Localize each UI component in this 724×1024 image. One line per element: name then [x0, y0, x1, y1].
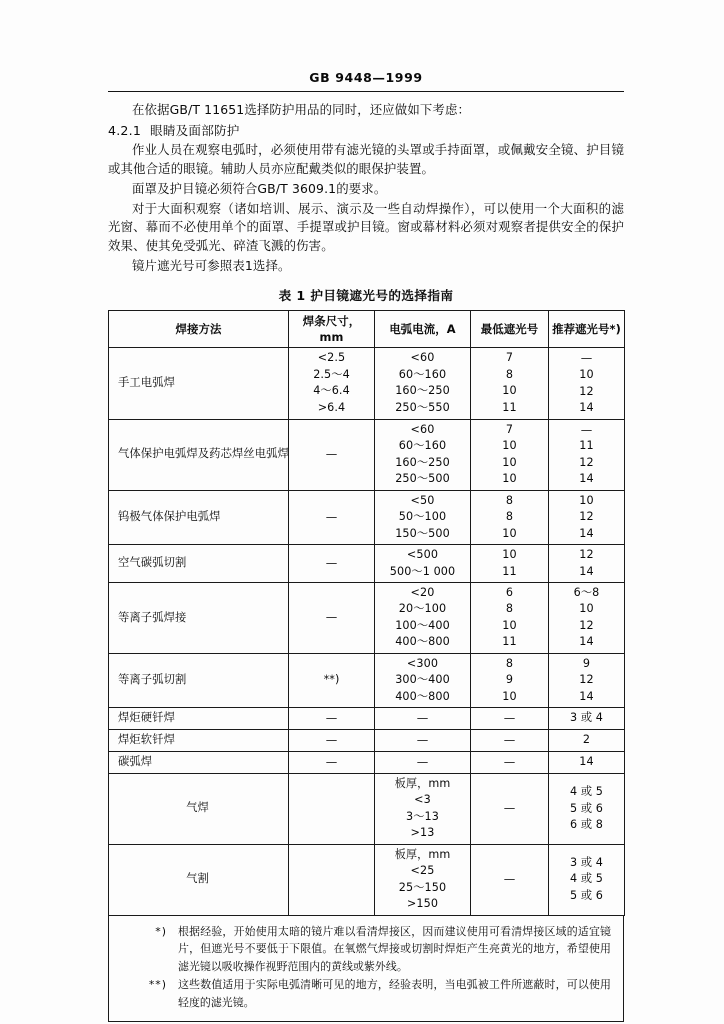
cell-arc-current: <60 60～160 160～250 250～500 — [375, 419, 471, 490]
cell-min-shade: 8 8 10 — [471, 490, 549, 544]
header-rule — [108, 91, 624, 92]
footnote-text: 根据经验，开始使用太暗的镜片难以看清焊接区，因而建议使用可看清焊接区域的适宜镜片，但遮光号不要低于下限值。在氧燃气焊接或切割时焊炬产生亮黄光的地方，希望使用滤光镜以吸收操作视野范围内的黄线或紫外线。 — [178, 924, 611, 973]
body-text-block — [108, 101, 624, 276]
cell-arc-current: <60 60～160 160～250 250～550 — [375, 348, 471, 419]
cell-electrode-size: — — [289, 419, 375, 490]
table-row — [109, 653, 625, 707]
page-header-standard-code: GB 9448—1999 — [309, 70, 423, 85]
cell-arc-current: — — [375, 730, 471, 752]
table-row — [109, 490, 625, 544]
cell-recommended-shade: 3 或 4 — [549, 708, 625, 730]
table-row — [109, 419, 625, 490]
table-row — [109, 708, 625, 730]
cell-min-shade: 10 11 — [471, 545, 549, 583]
cell-recommended-shade: 4 或 5 5 或 6 6 或 8 — [549, 773, 625, 844]
cell-welding-method: 等离子弧切割 — [109, 653, 289, 707]
cell-electrode-size: — — [289, 730, 375, 752]
paragraph-4: 镜片遮光号可参照表1选择。 — [132, 258, 291, 274]
clause-heading — [108, 121, 624, 140]
cell-recommended-shade: — 10 12 14 — [549, 348, 625, 419]
table-row — [109, 348, 625, 419]
cell-min-shade: — — [471, 730, 549, 752]
cell-welding-method: 焊炬软钎焊 — [109, 730, 289, 752]
col-header-arc-current: 电弧电流，A — [375, 310, 471, 347]
paragraph-3: 对于大面积观察（诸如培训、展示、演示及一些自动焊操作），可以使用一个大面积的滤光窗、幕而不必使用单个的面罩、手提罩或护目镜。窗或幕材料必须对观察者提供安全的保护效果、使其免受弧光、碎渣飞溅的伤害。 — [108, 200, 624, 254]
cell-welding-method: 气体保护电弧焊及药芯焊丝电弧焊 — [109, 419, 289, 490]
table-head — [109, 310, 625, 347]
cell-welding-method: 碳弧焊 — [109, 751, 289, 773]
cell-electrode-size: — — [289, 708, 375, 730]
cell-recommended-shade: — 11 12 14 — [549, 419, 625, 490]
table-row — [109, 545, 625, 583]
page-content — [108, 70, 624, 1022]
cell-arc-current: 板厚，mm <25 25～150 >150 — [375, 844, 471, 915]
footnote-row — [121, 976, 611, 1011]
cell-welding-method: 气焊 — [109, 773, 289, 844]
col-header-min-shade: 最低遮光号 — [471, 310, 549, 347]
cell-arc-current: — — [375, 708, 471, 730]
clause-number: 4.2.1 — [108, 122, 142, 138]
paragraph-2: 面罩及护目镜必须符合GB/T 3609.1的要求。 — [132, 180, 387, 196]
table-row — [109, 751, 625, 773]
cell-min-shade: 8 9 10 — [471, 653, 549, 707]
footnote-marker: *) — [155, 924, 167, 938]
cell-min-shade: 7 8 10 11 — [471, 348, 549, 419]
footnote-text: 这些数值适用于实际电弧清晰可见的地方，经验表明，当电弧被工件所遮蔽时，可以使用轻度的滤光镜。 — [178, 978, 611, 1010]
table-body — [109, 348, 625, 915]
cell-min-shade: 7 10 10 10 — [471, 419, 549, 490]
cell-min-shade: — — [471, 773, 549, 844]
cell-recommended-shade: 9 12 14 — [549, 653, 625, 707]
table-row — [109, 773, 625, 844]
cell-min-shade: — — [471, 751, 549, 773]
col-header-recommended-shade: 推荐遮光号*) — [549, 310, 625, 347]
cell-electrode-size — [289, 844, 375, 915]
cell-arc-current: 板厚，mm <3 3～13 >13 — [375, 773, 471, 844]
table-footnotes — [108, 916, 624, 1022]
cell-min-shade: 6 8 10 11 — [471, 583, 549, 654]
col-header-electrode-size: 焊条尺寸，mm — [289, 310, 375, 347]
cell-recommended-shade: 12 14 — [549, 545, 625, 583]
table-row — [109, 730, 625, 752]
paragraph-1: 作业人员在观察电弧时，必须使用带有滤光镜的头罩或手持面罩，或佩戴安全镜、护目镜或其他合适的眼镜。辅助人员亦应配戴类似的眼保护装置。 — [108, 141, 624, 176]
cell-recommended-shade: 3 或 4 4 或 5 5 或 6 — [549, 844, 625, 915]
cell-electrode-size: — — [289, 490, 375, 544]
cell-min-shade: — — [471, 708, 549, 730]
cell-welding-method: 手工电弧焊 — [109, 348, 289, 419]
cell-electrode-size: <2.5 2.5～4 4～6.4 >6.4 — [289, 348, 375, 419]
cell-arc-current: <20 20～100 100～400 400～800 — [375, 583, 471, 654]
cell-recommended-shade: 2 — [549, 730, 625, 752]
lead-paragraph: 在依据GB/T 11651选择防护用品的同时，还应做如下考虑： — [132, 102, 471, 117]
cell-arc-current: <50 50～100 150～500 — [375, 490, 471, 544]
cell-arc-current: <300 300～400 400～800 — [375, 653, 471, 707]
cell-electrode-size: **) — [289, 653, 375, 707]
shade-number-table — [108, 310, 625, 916]
cell-welding-method: 钨极气体保护电弧焊 — [109, 490, 289, 544]
cell-welding-method: 焊炬硬钎焊 — [109, 708, 289, 730]
cell-electrode-size: — — [289, 583, 375, 654]
footnote-marker: **) — [148, 978, 167, 992]
table-title: 表 1 护目镜遮光号的选择指南 — [278, 287, 454, 303]
cell-recommended-shade: 10 12 14 — [549, 490, 625, 544]
col-header-method: 焊接方法 — [109, 310, 289, 347]
cell-welding-method: 空气碳弧切割 — [109, 545, 289, 583]
table-row — [109, 844, 625, 915]
footnote-row — [121, 923, 611, 976]
cell-electrode-size: — — [289, 545, 375, 583]
clause-title: 眼睛及面部防护 — [150, 122, 240, 138]
cell-recommended-shade: 6～8 10 12 14 — [549, 583, 625, 654]
cell-welding-method: 等离子弧焊接 — [109, 583, 289, 654]
cell-welding-method: 气割 — [109, 844, 289, 915]
cell-min-shade: — — [471, 844, 549, 915]
cell-recommended-shade: 14 — [549, 751, 625, 773]
cell-electrode-size: — — [289, 751, 375, 773]
table-row — [109, 583, 625, 654]
table-header-row — [109, 310, 625, 347]
cell-arc-current: <500 500～1 000 — [375, 545, 471, 583]
cell-arc-current: — — [375, 751, 471, 773]
cell-electrode-size — [289, 773, 375, 844]
